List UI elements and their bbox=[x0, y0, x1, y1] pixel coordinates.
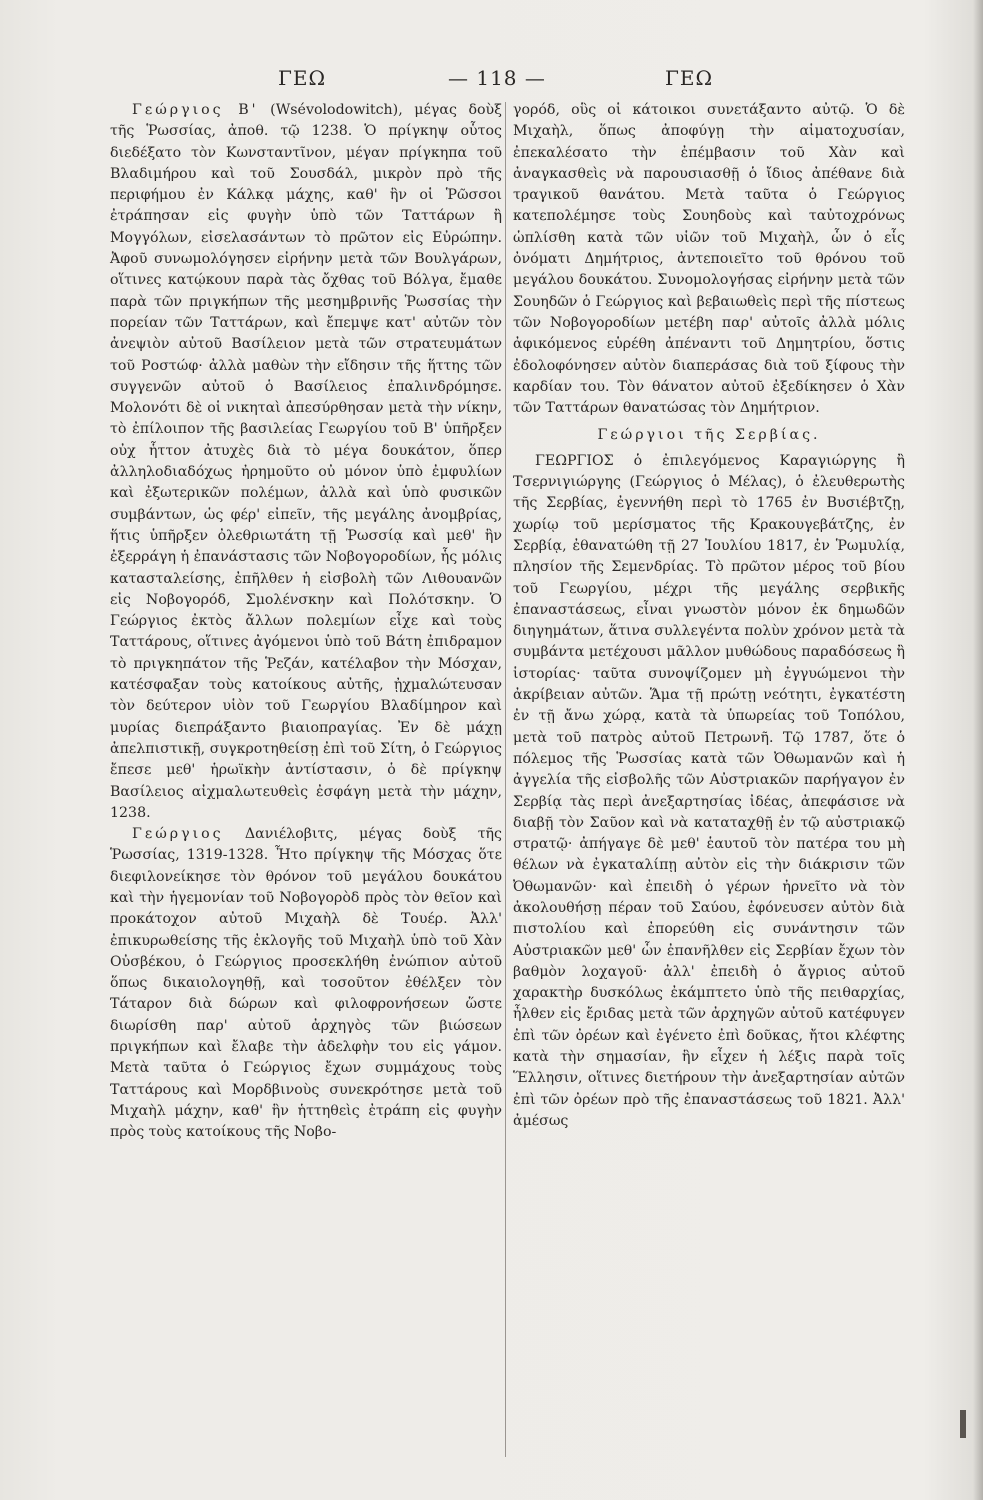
right-column bbox=[513, 100, 905, 1132]
continued-paragraph: γορόδ, οὓς οἱ κάτοικοι συνετάξαντο αὐτῷ. Ὁ δὲ Μιχαὴλ, ὅπως ἀποφύγῃ τὴν αἱματοχυσίαν, ἐπεκαλέσατο τὴν ἐπέμβασιν τοῦ Χὰν καὶ ἀναγκασθεὶς νὰ παρουσιασθῇ ὁ ἴδιος ἀπέθανε διὰ τραγικοῦ θανάτου. Μετὰ ταῦτα ὁ Γεώργιος κατεπολέμησε τοὺς Σουηδοὺς καὶ ταὐτοχρόνως ὡπλίσθη κατὰ τῶν υἱῶν τοῦ Μιχαὴλ, ὧν ὁ εἷς ὀνόματι Δημήτριος, ἀντεποιεῖτο τοῦ θρόνου τοῦ μεγάλου δουκάτου. Συνομολογήσας εἰρήνην μετὰ τῶν Σουηδῶν ὁ Γεώργιος καὶ βεβαιωθεὶς περὶ τῆς πίστεως τῶν Νοβογοροδίων μετέβη παρ' αὐτοῖς ἀλλὰ μόλις ἀφικόμενος εὑρέθη ἀπέναντι τοῦ Δημητρίου, ὅστις ἐδολοφόνησεν αὐτὸν διαπεράσας διὰ τοῦ ξίφους τὴν καρδίαν του. Τὸν θάνατον αὐτοῦ ἐξεδίκησεν ὁ Χὰν τῶν Ταττάρων θανατώσας τὸν Δημήτριον. bbox=[513, 102, 905, 417]
scan-mark bbox=[960, 1410, 966, 1438]
entry-text: (Wsévolodowitch), μέγας δοὺξ τῆς Ῥωσσίας, ἀποθ. τῷ 1238. Ὁ πρίγκηψ οὗτος διεδέξατο τὸν Κωνσταντῖνον, μέγαν πρίγκηπα τοῦ Βλαδιμήρου καὶ τοῦ Σουσδάλ, μικρὸν πρὸ τῆς περιφήμου ἐν Κάλκᾳ μάχης, καθ' ἣν οἱ Ῥῶσσοι ἐτράπησαν εἰς φυγὴν ὑπὸ τῶν Ταττάρων ἢ Μογγόλων, εἰσελασάντων τὸ πρῶτον εἰς Εὐρώπην. Ἀφοῦ συνωμολόγησεν εἰρήνην μετὰ τῶν Βουλγάρων, οἵτινες κατῴκουν παρὰ τὰς ὄχθας τοῦ Βόλγα, ἔμαθε παρὰ τῶν πριγκήπων τῆς μεσημβρινῆς Ῥωσσίας τὴν πορείαν τῶν Ταττάρων, καὶ ἔπεμψε κατ' αὐτῶν τὸν ἀνεψιὸν αὐτοῦ Βασίλειον μετὰ τῶν στρατευμάτων τοῦ Ροστώφ· ἀλλὰ μαθὼν τὴν εἴδησιν τῆς ἥττης τῶν συγγενῶν αὐτοῦ ὁ Βασίλειος ἐπαλινδρόμησε. Μολονότι δὲ οἱ νικηταὶ ἀπεσύρθησαν μετὰ τὴν νίκην, τὸ ἐπίλοιπον τῆς βασιλείας Γεωργίου τοῦ Β' ὑπῆρξεν οὐχ ἧττον ἀτυχὲς διὰ τὸ μέγα δουκάτον, ὅπερ ἀλληλοδιαδόχως ἠρημοῦτο οὐ μόνον ὑπὸ ἐμφυλίων καὶ ἐξωτερικῶν πολέμων, ἀλλὰ καὶ ὑπὸ φυσικῶν συμβάντων, ὡς φέρ' εἰπεῖν, τῆς μεγάλης ἀνομβρίας, ἥτις ὑπῆρξεν ὀλεθριωτάτη τῇ Ῥωσσίᾳ καὶ μεθ' ἣν ἐξερράγη ἡ ἐπανάστασις τῶν Νοβογοροδίων, ἧς μόλις κατασταλείσης, ἐπῆλθεν ἡ εἰσβολὴ τῶν Λιθουανῶν εἰς Νοβογορόδ, Σμολένσκην καὶ Πολότσκην. Ὁ Γεώργιος ἐκτὸς ἄλλων πολεμίων εἶχε καὶ τοὺς Ταττάρους, οἵτινες ἀγόμενοι ὑπὸ τοῦ Βάτη ἐπιδραμον τὸ πριγκηπάτον τῆς Ῥεζάν, κατέλαβον τὴν Μόσχαν, κατέσφαξαν τοὺς κατοίκους αὐτῆς, ᾐχμαλώτευσαν τὸν δεύτερον υἱὸν τοῦ Γεωργίου Βλαδίμηρον καὶ μυρίας διεπράξαντο βιαιοπραγίας. Ἐν δὲ μάχῃ ἀπελπιστικῇ, συγκροτηθείσῃ ἐπὶ τοῦ Σίτη, ὁ Γεώργιος ἔπεσε μεθ' ἡρωϊκὴν ἀντίστασιν, ὁ δὲ πρίγκηψ Βασίλειος αἰχμαλωτευθεὶς ἐσφάγη μετὰ τὴν μάχην, 1238. bbox=[110, 102, 502, 821]
section-title: Γεώργιοι τῆς Σερβίας. bbox=[597, 427, 821, 444]
entry-headword: Γεώργιος bbox=[132, 826, 224, 843]
entry-headword: Γεώργιος Β' bbox=[132, 102, 259, 118]
entry-text: ὁ ἐπιλεγόμενος Καραγιώργης ἢ Τσερνιγιώργης (Γεώργιος ὁ Μέλας), ὁ ἐλευθερωτὴς τῆς Σερβίας, ἐγεννήθη περὶ τὸ 1765 ἐν Βυσιέβτζῃ, χωρίῳ τοῦ μερίσματος τῆς Κρακουγεβάτζης, ἐν Σερβίᾳ, ἐθανατώθη τῇ 27 Ἰουλίου 1817, ἐν Ῥωμυλίᾳ, πλησίον τῆς Σεμενδρίας. Τὸ πρῶτον μέρος τοῦ βίου τοῦ Γεωργίου, μέχρι τῆς μεγάλης σερβικῆς ἐπαναστάσεως, εἶναι γνωστὸν μόνον ἐκ δημωδῶν διηγημάτων, ἅτινα συλλεγέντα πολὺν χρόνον μετὰ τὰ συμβάντα μετέχουσι μᾶλλον μυθώδους παραδόσεως ἢ ἱστορίας· ταῦτα συνοψίζομεν μὴ ἐγγυώμενοι τὴν ἀκρίβειαν αὐτῶν. Ἅμα τῇ πρώτῃ νεότητι, ἐγκατέστη ἐν τῇ ἄνω χώρᾳ, κατὰ τὰ ὑπωρείας τοῦ Τοπόλου, μετὰ τοῦ πατρὸς αὐτοῦ Πετρωνῆ. Τῷ 1787, ὅτε ὁ πόλεμος τῆς Ῥωσσίας κατὰ τῶν Ὀθωμανῶν καὶ ἡ ἀγγελία τῆς εἰσβολῆς τῶν Αὐστριακῶν παρήγαγον ἐν Σερβίᾳ τὰς περὶ ἀνεξαρτησίας ἰδέας, ἀπεφάσισε νὰ διαβῇ τὸν Σαῦον καὶ νὰ καταταχθῇ ἐν τῷ αὐστριακῷ στρατῷ· ἀπήγαγε δὲ μεθ' ἑαυτοῦ τὸν πατέρα του μὴ θέλων νὰ ἐγκαταλίπῃ αὐτὸν εἰς τὴν διάκρισιν τῶν Ὀθωμανῶν· καὶ ἐπειδὴ ὁ γέρων ἠρνεῖτο νὰ τὸν ἀκολουθήσῃ πέραν τοῦ Σαύου, ἐφόνευσεν αὐτὸν διὰ πιστολίου καὶ ἐπορεύθη εἰς συνάντησιν τῶν Αὐστριακῶν μεθ' ὧν ἐπανῆλθεν εἰς Σερβίαν ἔχων τὸν βαθμὸν λοχαγοῦ· ἀλλ' ἐπειδὴ ὁ ἄγριος αὐτοῦ χαρακτὴρ δυσκόλως ἐκάμπτετο ὑπὸ τῆς πειθαρχίας, ἦλθεν εἰς ἔριδας μετὰ τῶν ἀρχηγῶν αὐτοῦ κατέφυγεν ἐπὶ τῶν ὀρέων καὶ ἐγένετο ἐπὶ δοῦκας, ἤτοι κλέφτης κατὰ τὴν σημασίαν, ἣν εἶχεν ἡ λέξις παρὰ τοῖς Ἕλλησιν, οἵτινες διετήρουν τὴν ἀνεξαρτησίαν αὐτῶν ἐπὶ τῶν ὀρέων πρὸ τῆς ἐπαναστάσεως τοῦ 1821. Ἀλλ' ἀμέσως bbox=[513, 452, 905, 1129]
entry-karageorge bbox=[513, 451, 905, 1133]
entry-georgios-b bbox=[110, 100, 502, 824]
page-number: — 118 — bbox=[448, 66, 546, 90]
running-head-right: ΓΕΩ bbox=[665, 66, 714, 90]
running-head-left: ΓΕΩ bbox=[278, 66, 327, 90]
running-head bbox=[110, 66, 910, 96]
entry-text: Δανιέλοβιτς, μέγας δοὺξ τῆς Ῥωσσίας, 1319-1328. Ἦτο πρίγκηψ τῆς Μόσχας ὅτε διεφιλονείκησε τὸν θρόνον τοῦ μεγάλου δουκάτου καὶ τὴν ἡγεμονίαν τοῦ Νοβογορὸδ πρὸς τὸν θεῖον καὶ προκάτοχον αὐτοῦ Μιχαὴλ δὲ Τουέρ. Ἀλλ' ἐπικυρωθείσης τῆς ἐκλογῆς τοῦ Μιχαὴλ ὑπὸ τοῦ Χὰν Οὐσβέκου, ὁ Γεώργιος προσεκλήθη ἐνώπιον αὐτοῦ ὅπως δικαιολογηθῇ, καὶ τοσοῦτον ἐθέλξεν τὸν Τάταρον διὰ δώρων καὶ φιλοφρονήσεων ὥστε διωρίσθη παρ' αὐτοῦ ἀρχηγὸς τῶν βιώσεων πριγκήπων καὶ ἔλαβε τὴν ἀδελφὴν του εἰς γάμον. Μετὰ ταῦτα ὁ Γεώργιος ἔχων συμμάχους τοὺς Ταττάρους καὶ Μορδβινοὺς συνεκρότησε μετὰ τοῦ Μιχαὴλ μάχην, καθ' ἣν ἡττηθεὶς ἐτράπη εἰς φυγὴν πρὸς τοὺς κατοίκους τῆς Νοβο- bbox=[110, 826, 502, 1141]
entry-headword: ΓΕΩΡΓΙΟΣ bbox=[535, 452, 614, 469]
column-divider bbox=[505, 102, 506, 1457]
left-column bbox=[110, 100, 502, 1144]
entry-georgios-danielovits bbox=[110, 824, 502, 1143]
scan-edge-shadow bbox=[973, 0, 983, 1500]
